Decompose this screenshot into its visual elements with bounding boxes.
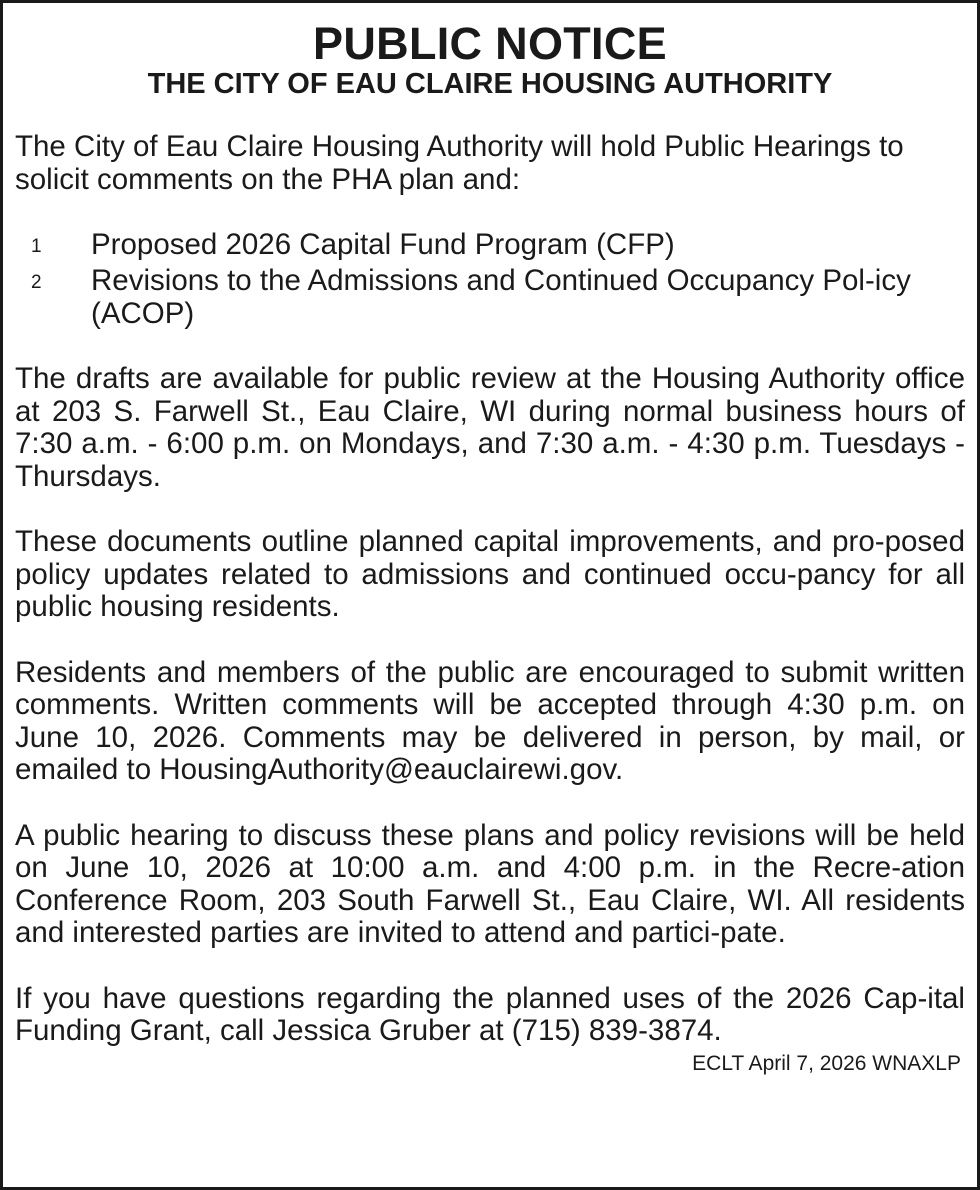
list-item-number: 1 <box>31 236 42 257</box>
drafts-paragraph: The drafts are available for public review at the Housing Authority office at 203 S. Farwell St., Eau Claire, WI during normal business hours of 7:30 a.m. - 6:00 p.m. on Mondays, and 7:30 a.m. - 4:30 p.m. Tuesdays - Thursdays. <box>15 362 965 493</box>
list-item <box>15 265 965 330</box>
list-item <box>15 229 965 265</box>
hearing-topics-list <box>15 229 965 330</box>
notice-subtitle: THE CITY OF EAU CLAIRE HOUSING AUTHORITY <box>147 68 833 100</box>
questions-paragraph: If you have questions regarding the planned uses of the 2026 Cap-ital Funding Grant, call Jessica Gruber at (715) 839-3874. <box>15 981 965 1047</box>
documents-paragraph: These documents outline planned capital improvements, and pro-posed policy updates related to admissions and continued occu-pancy for all public housing residents. <box>15 525 965 623</box>
comments-paragraph: Residents and members of the public are encouraged to submit written comments. Written comments will be accepted through 4:30 p.m. on June 10, 2026. Comments may be delivered in person, by mail, or emailed to HousingAuthority@eauclairewi.gov. <box>15 655 965 786</box>
list-item-text: Proposed 2026 Capital Fund Program (CFP) <box>91 228 675 261</box>
hearing-paragraph: A public hearing to discuss these plans and policy revisions will be held on June 10, 2026 at 10:00 a.m. and 4:00 p.m. in the Recre-ation Conference Room, 203 South Farwell St., Eau Claire, WI. All residents and interested parties are invited to attend and partici-pate. <box>15 818 965 949</box>
intro-paragraph: The City of Eau Claire Housing Authority will hold Public Hearings to solicit comments on the PHA plan and: <box>15 130 904 196</box>
notice-title: PUBLIC NOTICE <box>313 18 667 69</box>
publication-footer: ECLT April 7, 2026 WNAXLP <box>692 1051 961 1075</box>
list-item-text: Revisions to the Admissions and Continued Occupancy Pol-icy (ACOP) <box>91 264 911 330</box>
list-item-number: 2 <box>31 272 42 293</box>
